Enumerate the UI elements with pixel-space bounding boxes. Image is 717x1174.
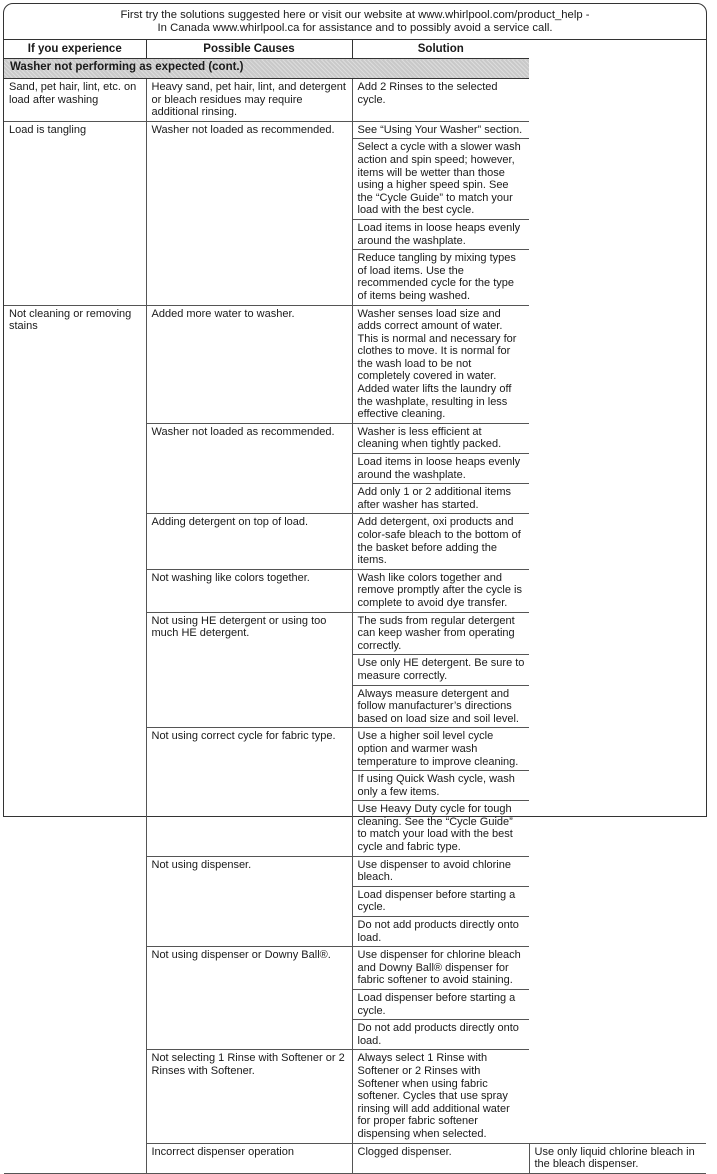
solution-cell: Load items in loose heaps evenly around the washplate. <box>352 454 529 484</box>
solution-cell: Do not add products directly onto load. <box>352 1020 529 1050</box>
troubleshooting-table <box>4 40 706 1174</box>
solution-cell: Use dispenser to avoid chlorine bleach. <box>352 856 529 886</box>
symptom-cell: Load is tangling <box>4 121 146 305</box>
cause-cell: Not washing like colors together. <box>146 569 352 612</box>
header-solution: Solution <box>352 40 529 59</box>
table-row <box>4 121 706 139</box>
solution-cell: Use Heavy Duty cycle for tough cleaning. See the “Cycle Guide” to match your load with the best cycle and fabric type. <box>352 801 529 856</box>
cause-cell: Not using correct cycle for fabric type. <box>146 728 352 856</box>
cause-cell: Washer not loaded as recommended. <box>146 121 352 305</box>
solution-cell: Use dispenser for chlorine bleach and Downy Ball® dispenser for fabric softener to avoid staining. <box>352 947 529 990</box>
table-header-row <box>4 40 706 59</box>
header-causes: Possible Causes <box>146 40 352 59</box>
solution-cell: Use only liquid chlorine bleach in the bleach dispenser. <box>529 1143 706 1173</box>
symptom-cell: Not cleaning or removing stains <box>4 305 146 1173</box>
cause-cell: Adding detergent on top of load. <box>146 514 352 569</box>
solution-cell: Always select 1 Rinse with Softener or 2 Rinses with Softener when using fabric softener. Cycles that use spray rinsing will add additional water for proper fabric softener dispensing when selected. <box>352 1050 529 1143</box>
table-row <box>4 305 706 423</box>
solution-cell: Select a cycle with a slower wash action and spin speed; however, items will be wetter than those using a higher speed spin. See the “Cycle Guide” to match your load with the best cycle. <box>352 139 529 220</box>
cause-cell: Not using dispenser. <box>146 856 352 947</box>
cause-cell: Not using HE detergent or using too much HE detergent. <box>146 612 352 728</box>
intro-line-1: First try the solutions suggested here or visit our website at www.whirlpool.com/product_help - <box>120 9 590 21</box>
solution-cell: Load items in loose heaps evenly around the washplate. <box>352 219 529 249</box>
intro-note <box>4 4 706 40</box>
solution-cell: Add detergent, oxi products and color-safe bleach to the bottom of the basket before adding the items. <box>352 514 529 569</box>
cause-cell: Clogged dispenser. <box>352 1143 529 1173</box>
section-header-row <box>4 59 706 79</box>
solution-cell: Add only 1 or 2 additional items after washer has started. <box>352 484 529 514</box>
cause-cell: Heavy sand, pet hair, lint, and detergent or bleach residues may require additional rinsing. <box>146 79 352 122</box>
cause-cell: Not selecting 1 Rinse with Softener or 2 Rinses with Softener. <box>146 1050 352 1143</box>
cause-cell: Washer not loaded as recommended. <box>146 423 352 514</box>
solution-cell: If using Quick Wash cycle, wash only a few items. <box>352 771 529 801</box>
solution-cell: The suds from regular detergent can keep washer from operating correctly. <box>352 612 529 655</box>
solution-cell: Always measure detergent and follow manufacturer’s directions based on load size and soil level. <box>352 685 529 728</box>
symptom-cell: Incorrect dispenser operation <box>146 1143 352 1173</box>
solution-cell: Load dispenser before starting a cycle. <box>352 990 529 1020</box>
header-symptom: If you experience <box>4 40 146 59</box>
intro-line-2: In Canada www.whirlpool.ca for assistance and to possibly avoid a service call. <box>157 22 553 34</box>
symptom-cell: Sand, pet hair, lint, etc. on load after washing <box>4 79 146 122</box>
troubleshooting-panel <box>3 3 707 1171</box>
solution-cell: See “Using Your Washer” section. <box>352 121 529 139</box>
cause-cell: Added more water to washer. <box>146 305 352 423</box>
solution-cell: Use only HE detergent. Be sure to measure correctly. <box>352 655 529 685</box>
section-title: Washer not performing as expected (cont.) <box>4 59 529 79</box>
solution-cell: Washer senses load size and adds correct amount of water. This is normal and necessary for clothes to move. It is normal for the wash load to be not completely covered in water. Added water lifts the laundry off the washplate, resulting in less effective cleaning. <box>352 305 529 423</box>
cause-cell: Not using dispenser or Downy Ball®. <box>146 947 352 1050</box>
solution-cell: Use a higher soil level cycle option and warmer wash temperature to improve cleaning. <box>352 728 529 771</box>
solution-cell: Reduce tangling by mixing types of load items. Use the recommended cycle for the type of items being washed. <box>352 250 529 305</box>
solution-cell: Do not add products directly onto load. <box>352 917 529 947</box>
table-row <box>4 79 706 122</box>
solution-cell: Add 2 Rinses to the selected cycle. <box>352 79 529 122</box>
solution-cell: Load dispenser before starting a cycle. <box>352 886 529 916</box>
solution-cell: Wash like colors together and remove promptly after the cycle is complete to avoid dye transfer. <box>352 569 529 612</box>
solution-cell: Washer is less efficient at cleaning when tightly packed. <box>352 423 529 453</box>
